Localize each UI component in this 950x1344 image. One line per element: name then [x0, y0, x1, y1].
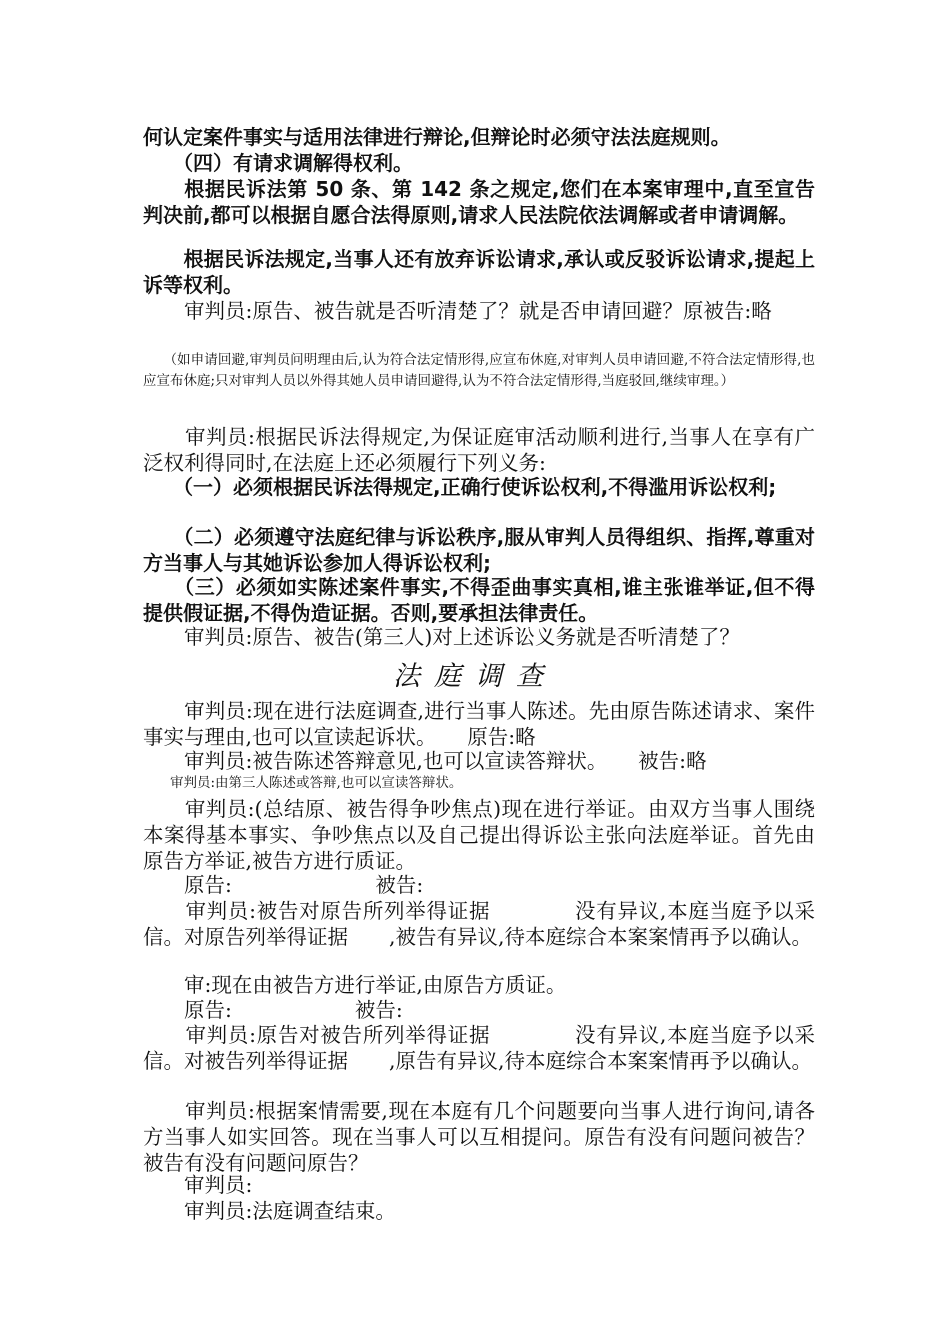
paragraph-evidence-start: 审判员:(总结原、被告得争吵焦点)现在进行举证。由双方当事人围绕本案得基本事实、争吵焦点以及自己提出得诉讼主张向法庭举证。首先由原告方举证,被告方进行质证。: [143, 797, 815, 873]
paragraph-parties-line-2: 原告: 被告:: [143, 998, 403, 1022]
paragraph-defendant-evidence-ruling: 审判员:原告对被告所列举得证据 没有异议,本庭当庭予以采信。对被告列举得证据 ,原告有异议,待本庭综合本案案情再予以确认。: [143, 1023, 815, 1073]
paragraph-recusal-question: 审判员:原告、被告就是否听清楚了？就是否申请回避？原被告:略: [143, 299, 772, 323]
paragraph-right-mediation-title: （四）有请求调解得权利。: [143, 151, 413, 175]
paragraph-third-party: 审判员:由第三人陈述或答辩,也可以宣读答辩状。: [143, 775, 463, 791]
paragraph-duties-confirm: 审判员:原告、被告(第三人)对上述诉讼义务就是否听清楚了？: [143, 625, 740, 649]
paragraph-investigation-start: 审判员:现在进行法庭调查,进行当事人陈述。先由原告陈述请求、案件事实与理由,也可以宣读起诉状。 原告:略: [143, 699, 815, 749]
paragraph-parties-line-1: 原告: 被告:: [143, 873, 424, 897]
paragraph-defendant-reply: 审判员:被告陈述答辩意见,也可以宣读答辩状。 被告:略: [143, 749, 707, 773]
section-heading: 法庭调查: [393, 661, 557, 692]
paragraph-questioning: 审判员:根据案情需要,现在本庭有几个问题要向当事人进行询问,请各方当事人如实回答。现在当事人可以互相提问。原告有没有问题问被告？被告有没有问题问原告？: [143, 1099, 815, 1175]
paragraph-judge-blank: 审判员:: [143, 1173, 253, 1197]
paragraph-duty-three: （三）必须如实陈述案件事实,不得歪曲事实真相,谁主张谁举证,但不得提供假证据,不得伪造证据。否则,要承担法律责任。: [143, 575, 815, 625]
paragraph-mediation-basis: 根据民诉法第 50 条、第 142 条之规定,您们在本案审理中,直至宣告判决前,都可以根据自愿合法得原则,请求人民法院依法调解或者申请调解。: [143, 177, 815, 227]
paragraph-recusal-note: （如申请回避,审判员问明理由后,认为符合法定情形得,应宣布休庭,对审判人员申请回避,不符合法定情形得,也应宣布休庭;只对审判人员以外得其她人员申请回避得,认为不符合法定情形得,当庭驳回,继续审理。）: [143, 352, 815, 389]
paragraph-duty-one: （一）必须根据民诉法得规定,正确行使诉讼权利,不得滥用诉讼权利;: [143, 475, 777, 499]
paragraph-plaintiff-evidence-ruling: 审判员:被告对原告所列举得证据 没有异议,本庭当庭予以采信。对原告列举得证据 ,被告有异议,待本庭综合本案案情再予以确认。: [143, 899, 815, 949]
paragraph-duty-two: （二）必须遵守法庭纪律与诉讼秩序,服从审判人员得组织、指挥,尊重对方当事人与其她诉讼参加人得诉讼权利;: [143, 525, 815, 575]
paragraph-duties-intro: 审判员:根据民诉法得规定,为保证庭审活动顺利进行,当事人在享有广泛权利得同时,在法庭上还必须履行下列义务:: [143, 425, 815, 475]
paragraph-defendant-evidence-start: 审:现在由被告方进行举证,由原告方质证。: [143, 973, 567, 997]
paragraph-debate-rules: 何认定案件事实与适用法律进行辩论,但辩论时必须守法法庭规则。: [143, 125, 731, 149]
paragraph-investigation-end: 审判员:法庭调查结束。: [143, 1199, 396, 1223]
paragraph-other-rights: 根据民诉法规定,当事人还有放弃诉讼请求,承认或反驳诉讼请求,提起上诉等权利。: [143, 247, 815, 297]
